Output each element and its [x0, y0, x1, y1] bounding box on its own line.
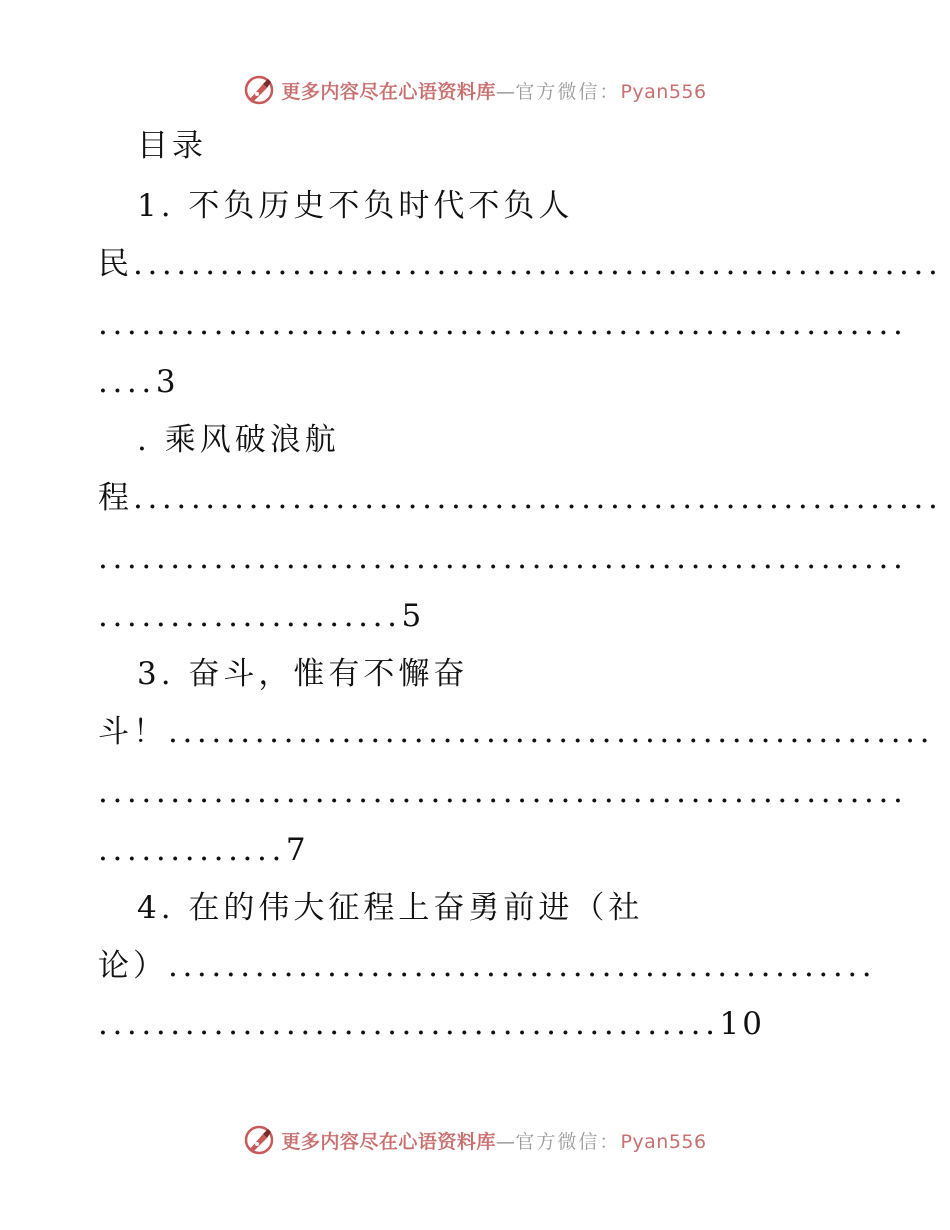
toc-entry-4-page-line	[98, 1004, 843, 1044]
banner-text	[281, 77, 706, 104]
toc-entry-2-leader-cont	[98, 538, 908, 578]
toc-entry-1-page-line	[98, 362, 843, 402]
dot-leader: ........................................................	[133, 480, 943, 516]
header-banner	[0, 70, 950, 110]
banner-content	[243, 1124, 706, 1156]
dot-leader: ........................................................	[98, 540, 908, 576]
toc-entry-4-leader[interactable]	[98, 946, 877, 986]
toc-entry-1-title-end: 民	[98, 246, 133, 282]
footer-banner	[0, 1120, 950, 1160]
toc-entry-1-leader-cont	[98, 304, 908, 344]
banner-wechat-id: Pyan556	[620, 80, 707, 103]
toc-entry-4-title[interactable]: 4. 在的伟大征程上奋勇前进（社	[137, 890, 644, 926]
banner-content	[243, 74, 706, 106]
pen-logo-icon	[243, 1124, 275, 1156]
dot-leader: ...........................................	[98, 1006, 720, 1042]
dot-leader: ........................................................	[98, 306, 908, 342]
toc-entry-2-title-end: 程	[98, 480, 133, 516]
toc-entry-2-page-line	[98, 596, 843, 636]
dot-leader: .....................................................	[168, 714, 935, 750]
dot-leader: .................................................	[168, 948, 877, 984]
toc-entry-1-page: 3	[155, 364, 179, 400]
banner-wechat-id: Pyan556	[620, 1130, 707, 1153]
dot-leader: ........................................................	[98, 774, 908, 810]
toc-entry-4-title-end: 论）	[98, 948, 168, 984]
banner-separator: —	[495, 1130, 516, 1153]
dot-leader: .............	[98, 832, 286, 868]
pen-logo-icon	[243, 74, 275, 106]
toc-heading: 目录	[137, 128, 207, 164]
banner-text	[281, 1127, 706, 1154]
toc-entry-3-leader[interactable]	[98, 712, 935, 752]
banner-main-text: 更多内容尽在心语资料库	[281, 1130, 496, 1153]
dot-leader: ....	[98, 364, 156, 400]
toc-entry-3-title[interactable]: 3. 奋斗，惟有不懈奋	[137, 656, 469, 692]
banner-main-text: 更多内容尽在心语资料库	[281, 80, 496, 103]
dot-leader: ........................................................	[133, 246, 943, 282]
toc-entry-3-leader-cont	[98, 772, 908, 812]
toc-entry-3-title-end: 斗！	[98, 714, 168, 750]
banner-wechat-label: 官方微信：	[515, 1130, 621, 1153]
dot-leader: .....................	[98, 598, 402, 634]
toc-entry-1-leader[interactable]	[98, 244, 943, 284]
banner-separator: —	[495, 80, 516, 103]
banner-wechat-label: 官方微信：	[515, 80, 621, 103]
toc-entry-2-page: 5	[401, 598, 425, 634]
toc-entry-2-title[interactable]: . 乘风破浪航	[137, 422, 340, 458]
toc-entry-3-page-line	[98, 830, 843, 870]
toc-entry-2-leader[interactable]	[98, 478, 943, 518]
toc-entry-4-page: 10	[719, 1006, 765, 1042]
toc-entry-1-title[interactable]: 1. 不负历史不负时代不负人	[137, 188, 574, 224]
toc-entry-3-page: 7	[285, 832, 309, 868]
